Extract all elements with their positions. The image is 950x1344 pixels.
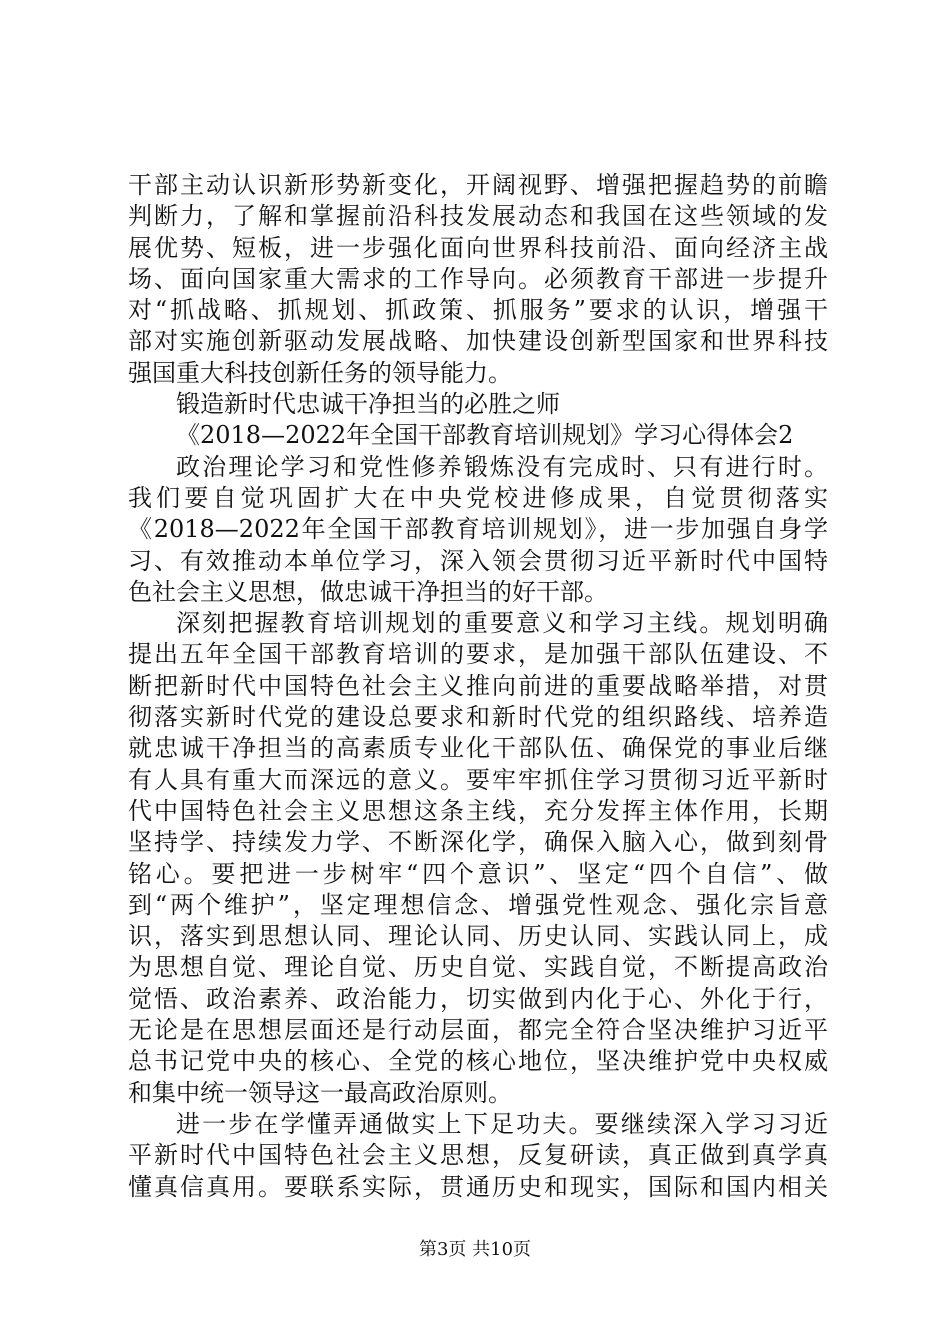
text-line: 和集中统一领导这一最高政治原则。	[128, 1078, 512, 1107]
text-line: 对“抓战略、抓规划、抓政策、抓服务”要求的认识，增强干	[128, 296, 828, 325]
page-number-footer: 第3页 共10页	[418, 1239, 532, 1260]
text-line: 《2018—2022年全国干部教育培训规划》，进一步加强自身学	[128, 515, 828, 544]
text-line: 断把新时代中国特色社会主义推向前进的重要战略举措，对贯	[128, 671, 828, 700]
text-line: 锻造新时代忠诚干净担当的必胜之师	[176, 390, 560, 419]
text-line: 就忠诚干净担当的高素质专业化干部队伍、确保党的事业后继	[128, 734, 828, 763]
text-line: 深刻把握教育培训规划的重要意义和学习主线。规划明确	[176, 609, 828, 638]
text-line: 有人具有重大而深远的意义。要牢牢抓住学习贯彻习近平新时	[128, 765, 828, 794]
text-line: 坚持学、持续发力学、不断深化学，确保入脑入心，做到刻骨	[128, 828, 828, 857]
text-line: 强国重大科技创新任务的领导能力。	[128, 358, 512, 387]
text-line: 懂真信真用。要联系实际，贯通历史和现实，国际和国内相关	[128, 1172, 828, 1201]
text-line: 为思想自觉、理论自觉、历史自觉、实践自觉，不断提高政治	[128, 953, 828, 982]
text-line: 《2018—2022年全国干部教育培训规划》学习心得体会2	[176, 421, 794, 450]
text-line: 干部主动认识新形势新变化，开阔视野、增强把握趋势的前瞻	[128, 171, 828, 199]
text-line: 色社会主义思想，做忠诚干净担当的好干部。	[128, 577, 608, 606]
text-line: 判断力，了解和掌握前沿科技发展动态和我国在这些领域的发	[128, 202, 828, 231]
text-line: 提出五年全国干部教育培训的要求，是加强干部队伍建设、不	[128, 640, 828, 669]
text-line: 觉悟、政治素养、政治能力，切实做到内化于心、外化于行，	[128, 984, 828, 1013]
text-line: 彻落实新时代党的建设总要求和新时代党的组织路线、培养造	[128, 703, 828, 732]
text-line: 政治理论学习和党性修养锻炼没有完成时、只有进行时。	[176, 452, 828, 481]
text-line: 代中国特色社会主义思想这条主线，充分发挥主体作用，长期	[128, 796, 828, 825]
text-line: 展优势、短板，进一步强化面向世界科技前沿、面向经济主战	[128, 233, 828, 262]
text-line: 我们要自觉巩固扩大在中央党校进修成果，自觉贯彻落实	[128, 483, 828, 512]
text-line: 铭心。要把进一步树牢“四个意识”、坚定“四个自信”、做	[128, 859, 828, 888]
text-line: 进一步在学懂弄通做实上下足功夫。要继续深入学习习近	[176, 1109, 828, 1138]
text-line: 部对实施创新驱动发展战略、加快建设创新型国家和世界科技	[128, 327, 828, 356]
text-line: 到“两个维护”，坚定理想信念、增强党性观念、强化宗旨意	[128, 890, 828, 919]
text-line: 识，落实到思想认同、理论认同、历史认同、实践认同上，成	[128, 922, 828, 951]
text-line: 场、面向国家重大需求的工作导向。必须教育干部进一步提升	[128, 264, 828, 293]
text-line: 无论是在思想层面还是行动层面，都完全符合坚决维护习近平	[128, 1016, 828, 1045]
document-body	[128, 170, 828, 1203]
text-line: 习、有效推动本单位学习，深入领会贯彻习近平新时代中国特	[128, 546, 828, 575]
text-line: 总书记党中央的核心、全党的核心地位，坚决维护党中央权威	[128, 1047, 828, 1076]
text-line: 平新时代中国特色社会主义思想，反复研读，真正做到真学真	[128, 1141, 828, 1170]
